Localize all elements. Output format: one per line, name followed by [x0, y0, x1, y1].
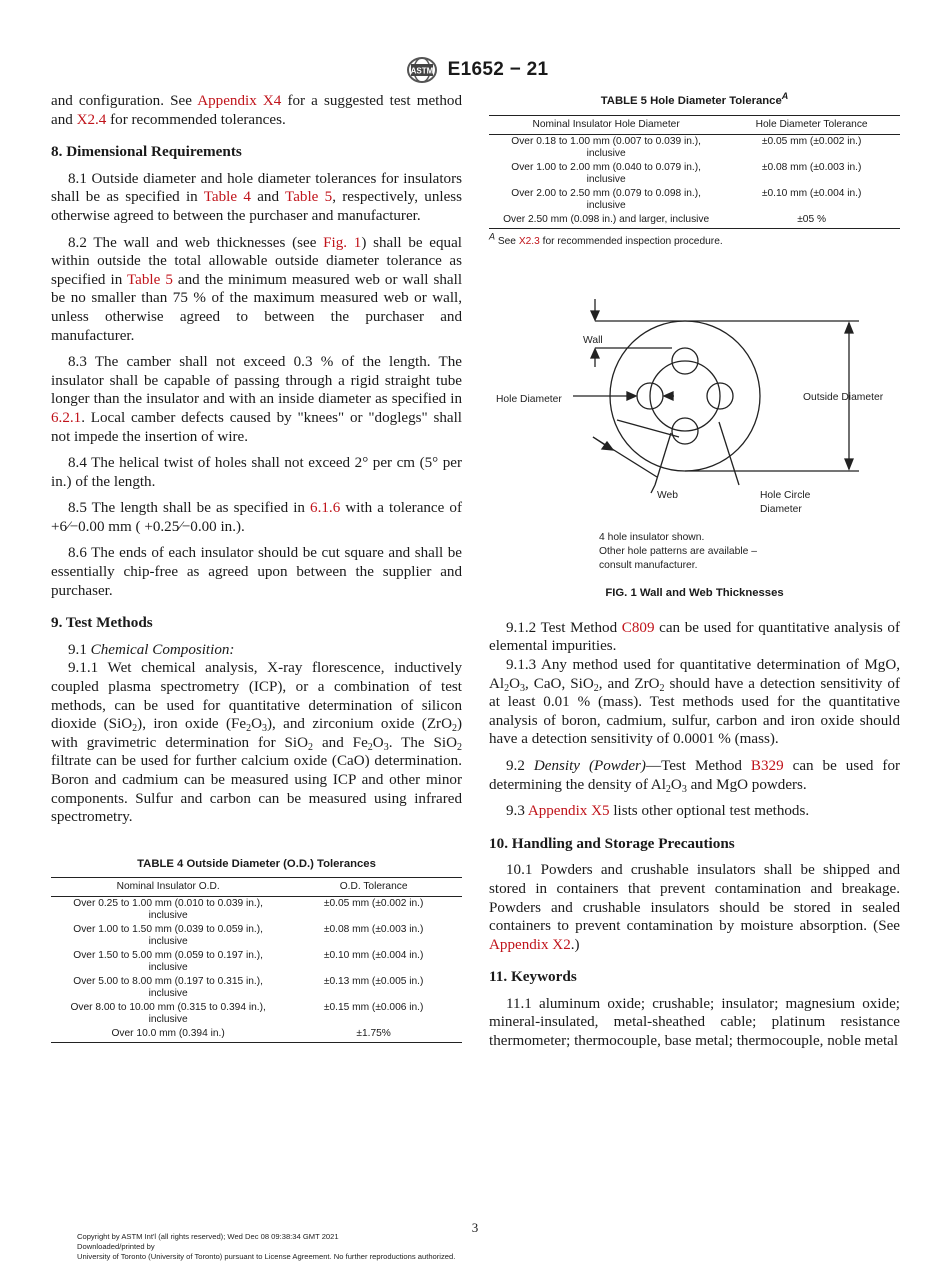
table-cell: Over 2.00 to 2.50 mm (0.079 to 0.098 in.), inclusive	[511, 187, 701, 211]
table-cell: Over 10.0 mm (0.394 in.)	[51, 1027, 285, 1043]
table-row	[489, 213, 900, 229]
figure-note-line-3: consult manufacturer.	[599, 560, 698, 572]
table-cell: ±1.75%	[285, 1027, 462, 1043]
table-row	[51, 1001, 462, 1027]
link-fig-1[interactable]: Fig. 1	[323, 234, 362, 251]
label-wall: Wall	[583, 335, 603, 347]
table-4-grid	[51, 877, 462, 1043]
table-header-cell: Nominal Insulator O.D.	[51, 878, 285, 897]
table-header-cell: Nominal Insulator Hole Diameter	[489, 115, 723, 134]
hole-arrow-right	[664, 392, 673, 400]
figure-note-line-2: Other hole patterns are available –	[599, 546, 757, 558]
table-cell: Over 2.50 mm (0.098 in.) and larger, inclusive	[489, 213, 723, 229]
table-cell: Over 0.18 to 1.00 mm (0.007 to 0.039 in.), inclusive	[511, 135, 701, 159]
footer-line: Copyright by ASTM Int'l (all rights reserved); Wed Dec 08 09:38:34 GMT 2021	[77, 1232, 339, 1241]
link-6-1-6[interactable]: 6.1.6	[310, 500, 341, 517]
web-leader-2	[651, 485, 655, 493]
document-designation: E1652 − 21	[447, 59, 549, 80]
table-row	[489, 187, 900, 213]
figure-note-line-1: 4 hole insulator shown.	[599, 532, 705, 544]
hole-arrow-left	[627, 392, 636, 400]
table-cell: ±0.10 mm (±0.004 in.)	[761, 187, 862, 199]
link-appendix-x2[interactable]: Appendix X2	[489, 936, 571, 953]
link-appendix-x4[interactable]: Appendix X4	[197, 93, 282, 109]
paragraph-9-2: 9.2 Density (Powder)—Test Method B329 can be used for determining the density of $Al_2O_3$ and MgO powders.	[489, 757, 901, 795]
paragraph-9-1-2: 9.1.2 Test Method C809 can be used for quantitative analysis of elemental impurities.	[489, 619, 901, 655]
table-cell: ±0.15 mm (±0.006 in.)	[323, 1002, 424, 1014]
link-table-5[interactable]: Table 5	[285, 189, 333, 206]
table-cell: Over 0.25 to 1.00 mm (0.010 to 0.039 in.), inclusive	[73, 898, 263, 922]
footer-line: Downloaded/printed by	[77, 1242, 155, 1251]
label-outside-diameter: Outside Diameter	[803, 392, 884, 404]
table-row	[51, 897, 462, 924]
table-5-footnote: $^A$ See X2.3 for recommended inspection procedure.	[489, 231, 723, 247]
paragraph-9-3: 9.3 Appendix X5 lists other optional test methods.	[506, 803, 810, 820]
figure-1-caption: FIG. 1 Wall and Web Thicknesses	[605, 587, 784, 600]
paragraph-continued: and configuration. See Appendix X4 for a suggested test method and X2.4 for recommended tolerances.	[51, 93, 463, 128]
paragraph-11-1: 11.1 aluminum oxide; crushable; insulator; magnesium oxide; mineral-insulated, metal-sheathed cable; platinum resistance thermometer; thermocouple, base metal; thermocouple, noble metal	[489, 995, 900, 1050]
section-11-heading: 11. Keywords	[489, 968, 577, 986]
table-row	[51, 923, 462, 949]
table-cell: ±0.05 mm (±0.002 in.)	[761, 135, 862, 147]
hole-circle	[650, 361, 720, 431]
wall-arrow-bottom	[591, 349, 599, 358]
table-cell: ±0.08 mm (±0.003 in.)	[761, 161, 862, 173]
section-8-heading: 8. Dimensional Requirements	[51, 143, 242, 161]
footer-line: University of Toronto (University of Toronto) pursuant to License Agreement. No further reproductions authorized.	[77, 1252, 456, 1261]
link-table-5[interactable]: Table 5	[127, 271, 173, 288]
table-cell: Over 8.00 to 10.00 mm (0.315 to 0.394 in.), inclusive	[70, 1002, 266, 1026]
left-column	[51, 92, 462, 1043]
label-hole-circle-1: Hole Circle	[760, 490, 811, 502]
link-x2-4[interactable]: X2.4	[76, 111, 107, 128]
link-6-2-1[interactable]: 6.2.1	[51, 409, 82, 426]
link-appendix-x5[interactable]: Appendix X5	[527, 803, 610, 820]
copyright-footer	[77, 1232, 455, 1262]
table-cell: ±0.08 mm (±0.003 in.)	[323, 924, 424, 936]
table-cell: Over 1.00 to 1.50 mm (0.039 to 0.059 in.), inclusive	[73, 924, 263, 948]
table-header-row	[51, 878, 462, 897]
table-header-cell: Hole Diameter Tolerance	[723, 115, 900, 134]
table-header-row	[489, 115, 900, 134]
paragraph-9-1: 9.1 Chemical Composition:	[68, 641, 235, 658]
paragraph-8-3: 8.3 The camber shall not exceed 0.3 % of the length. The insulator shall be capable of passing through a rigid straight tube longer than the insulator and with an inside diameter as specified in 6.2.1. Local camber defects caused by "knees" or "doglegs" shall not impede the insertion of wire.	[51, 354, 462, 445]
paragraph-8-5: 8.5 The length shall be as specified in 6.1.6 with a tolerance of +6⁄−0.00 mm ( +0.25⁄−0.00 in.).	[51, 500, 462, 535]
figure-1	[489, 287, 900, 582]
table-cell: ±0.05 mm (±0.002 in.)	[323, 898, 424, 910]
table-row	[51, 1027, 462, 1043]
table-4-title: TABLE 4 Outside Diameter (O.D.) Tolerances	[137, 857, 376, 870]
paragraph-9-1-3: 9.1.3 Any method used for quantitative determination of MgO, $Al_2O_3$, CaO, SiO$_2$, and ZrO$_2$ should have a detection sensitivity of at least 0.01 % (mass). Test methods used for the quantitative analysis of boron, cadmium, sulfur, carbon and iron oxide should have a detection sensitivity of 0.0001 % (mass).	[489, 656, 900, 748]
link-b329[interactable]: B329	[750, 757, 784, 774]
paragraph-10-1: 10.1 Powders and crushable insulators shall be shipped and stored in containers that prevent contamination and breakage. Powders and crushable insulators should be stored in sealed containers to prevent contamination by moisture absorption. (See Appendix X2.)	[489, 862, 900, 953]
paragraph-8-2: 8.2 The wall and web thicknesses (see Fig. 1) shall be equal within outside the total allowable outside diameter tolerance as specified in Table 5 and the minimum measured web or wall shall be no smaller than 75 % of the maximum measured web or wall, unless otherwise agreed to between the purchaser and manufacturer.	[51, 234, 463, 344]
link-c809[interactable]: C809	[621, 619, 655, 636]
section-10-heading: 10. Handling and Storage Precautions	[489, 834, 735, 852]
table-header-cell: O.D. Tolerance	[285, 878, 462, 897]
page-number: 3	[471, 1220, 479, 1235]
svg-text:ASTM: ASTM	[410, 66, 433, 76]
table-4	[51, 855, 462, 1044]
table-cell: ±0.10 mm (±0.004 in.)	[323, 950, 424, 962]
wall-arrow-top	[591, 311, 599, 320]
right-column	[489, 92, 900, 1051]
astm-logo-icon	[402, 56, 442, 84]
table-cell: Over 5.00 to 8.00 mm (0.197 to 0.315 in.), inclusive	[73, 976, 263, 1000]
table-cell: ±05 %	[723, 213, 900, 229]
table-row	[489, 134, 900, 161]
table-cell: Over 1.50 to 5.00 mm (0.059 to 0.197 in.), inclusive	[73, 950, 263, 974]
table-cell: ±0.13 mm (±0.005 in.)	[323, 976, 424, 988]
web-diag-2	[617, 420, 679, 437]
od-arrow-bottom	[845, 459, 853, 469]
paragraph-8-6: 8.6 The ends of each insulator should be cut square and shall be essentially chip-free as agreed upon between the supplier and purchaser.	[51, 545, 462, 599]
table-5-grid	[489, 115, 900, 229]
section-9-heading: 9. Test Methods	[51, 614, 153, 632]
table-row	[489, 161, 900, 187]
web-leader-1	[655, 433, 671, 485]
od-arrow-top	[845, 323, 853, 333]
page-header	[0, 56, 950, 84]
hcd-leader	[719, 422, 739, 485]
link-table-4[interactable]: Table 4	[203, 189, 251, 206]
table-5	[489, 92, 900, 251]
label-hole-diameter: Hole Diameter	[496, 394, 562, 406]
table-cell: Over 1.00 to 2.00 mm (0.040 to 0.079 in.), inclusive	[511, 161, 701, 185]
paragraph-8-4: 8.4 The helical twist of holes shall not exceed 2° per cm (5° per in.) of the length.	[51, 455, 462, 490]
paragraph-8-1: 8.1 Outside diameter and hole diameter tolerances for insulators shall be as specified in Table 4 and Table 5, respectively, unless otherwise agreed to between the purchaser and manufacturer.	[51, 170, 463, 224]
label-web: Web	[657, 490, 678, 502]
table-row	[51, 949, 462, 975]
label-hole-circle-2: Diameter	[760, 504, 802, 516]
table-row	[51, 975, 462, 1001]
paragraph-9-1-1: 9.1.1 Wet chemical analysis, X-ray florescence, inductively coupled plasma spectrometry (ICP), or a combination of test methods, can be used for quantitative determination of silicon dioxide (SiO$_2$), iron oxide $(Fe_2O_3)$, and zirconium oxide (ZrO$_2$) with gravimetric determination for SiO$_2$ and $Fe_2O_3$. The SiO$_2$ filtrate can be used for further calcium oxide (CaO) determination. Boron and cadmium can be measured using ICP and other minor components. Sulfur and carbon can be measured using infrared spectrometry.	[51, 660, 463, 826]
figure-1-diagram	[489, 287, 900, 582]
table-5-title: TABLE 5 Hole Diameter Tolerance$^A$	[600, 91, 789, 107]
link-x2-3[interactable]: X2.3	[518, 235, 540, 247]
